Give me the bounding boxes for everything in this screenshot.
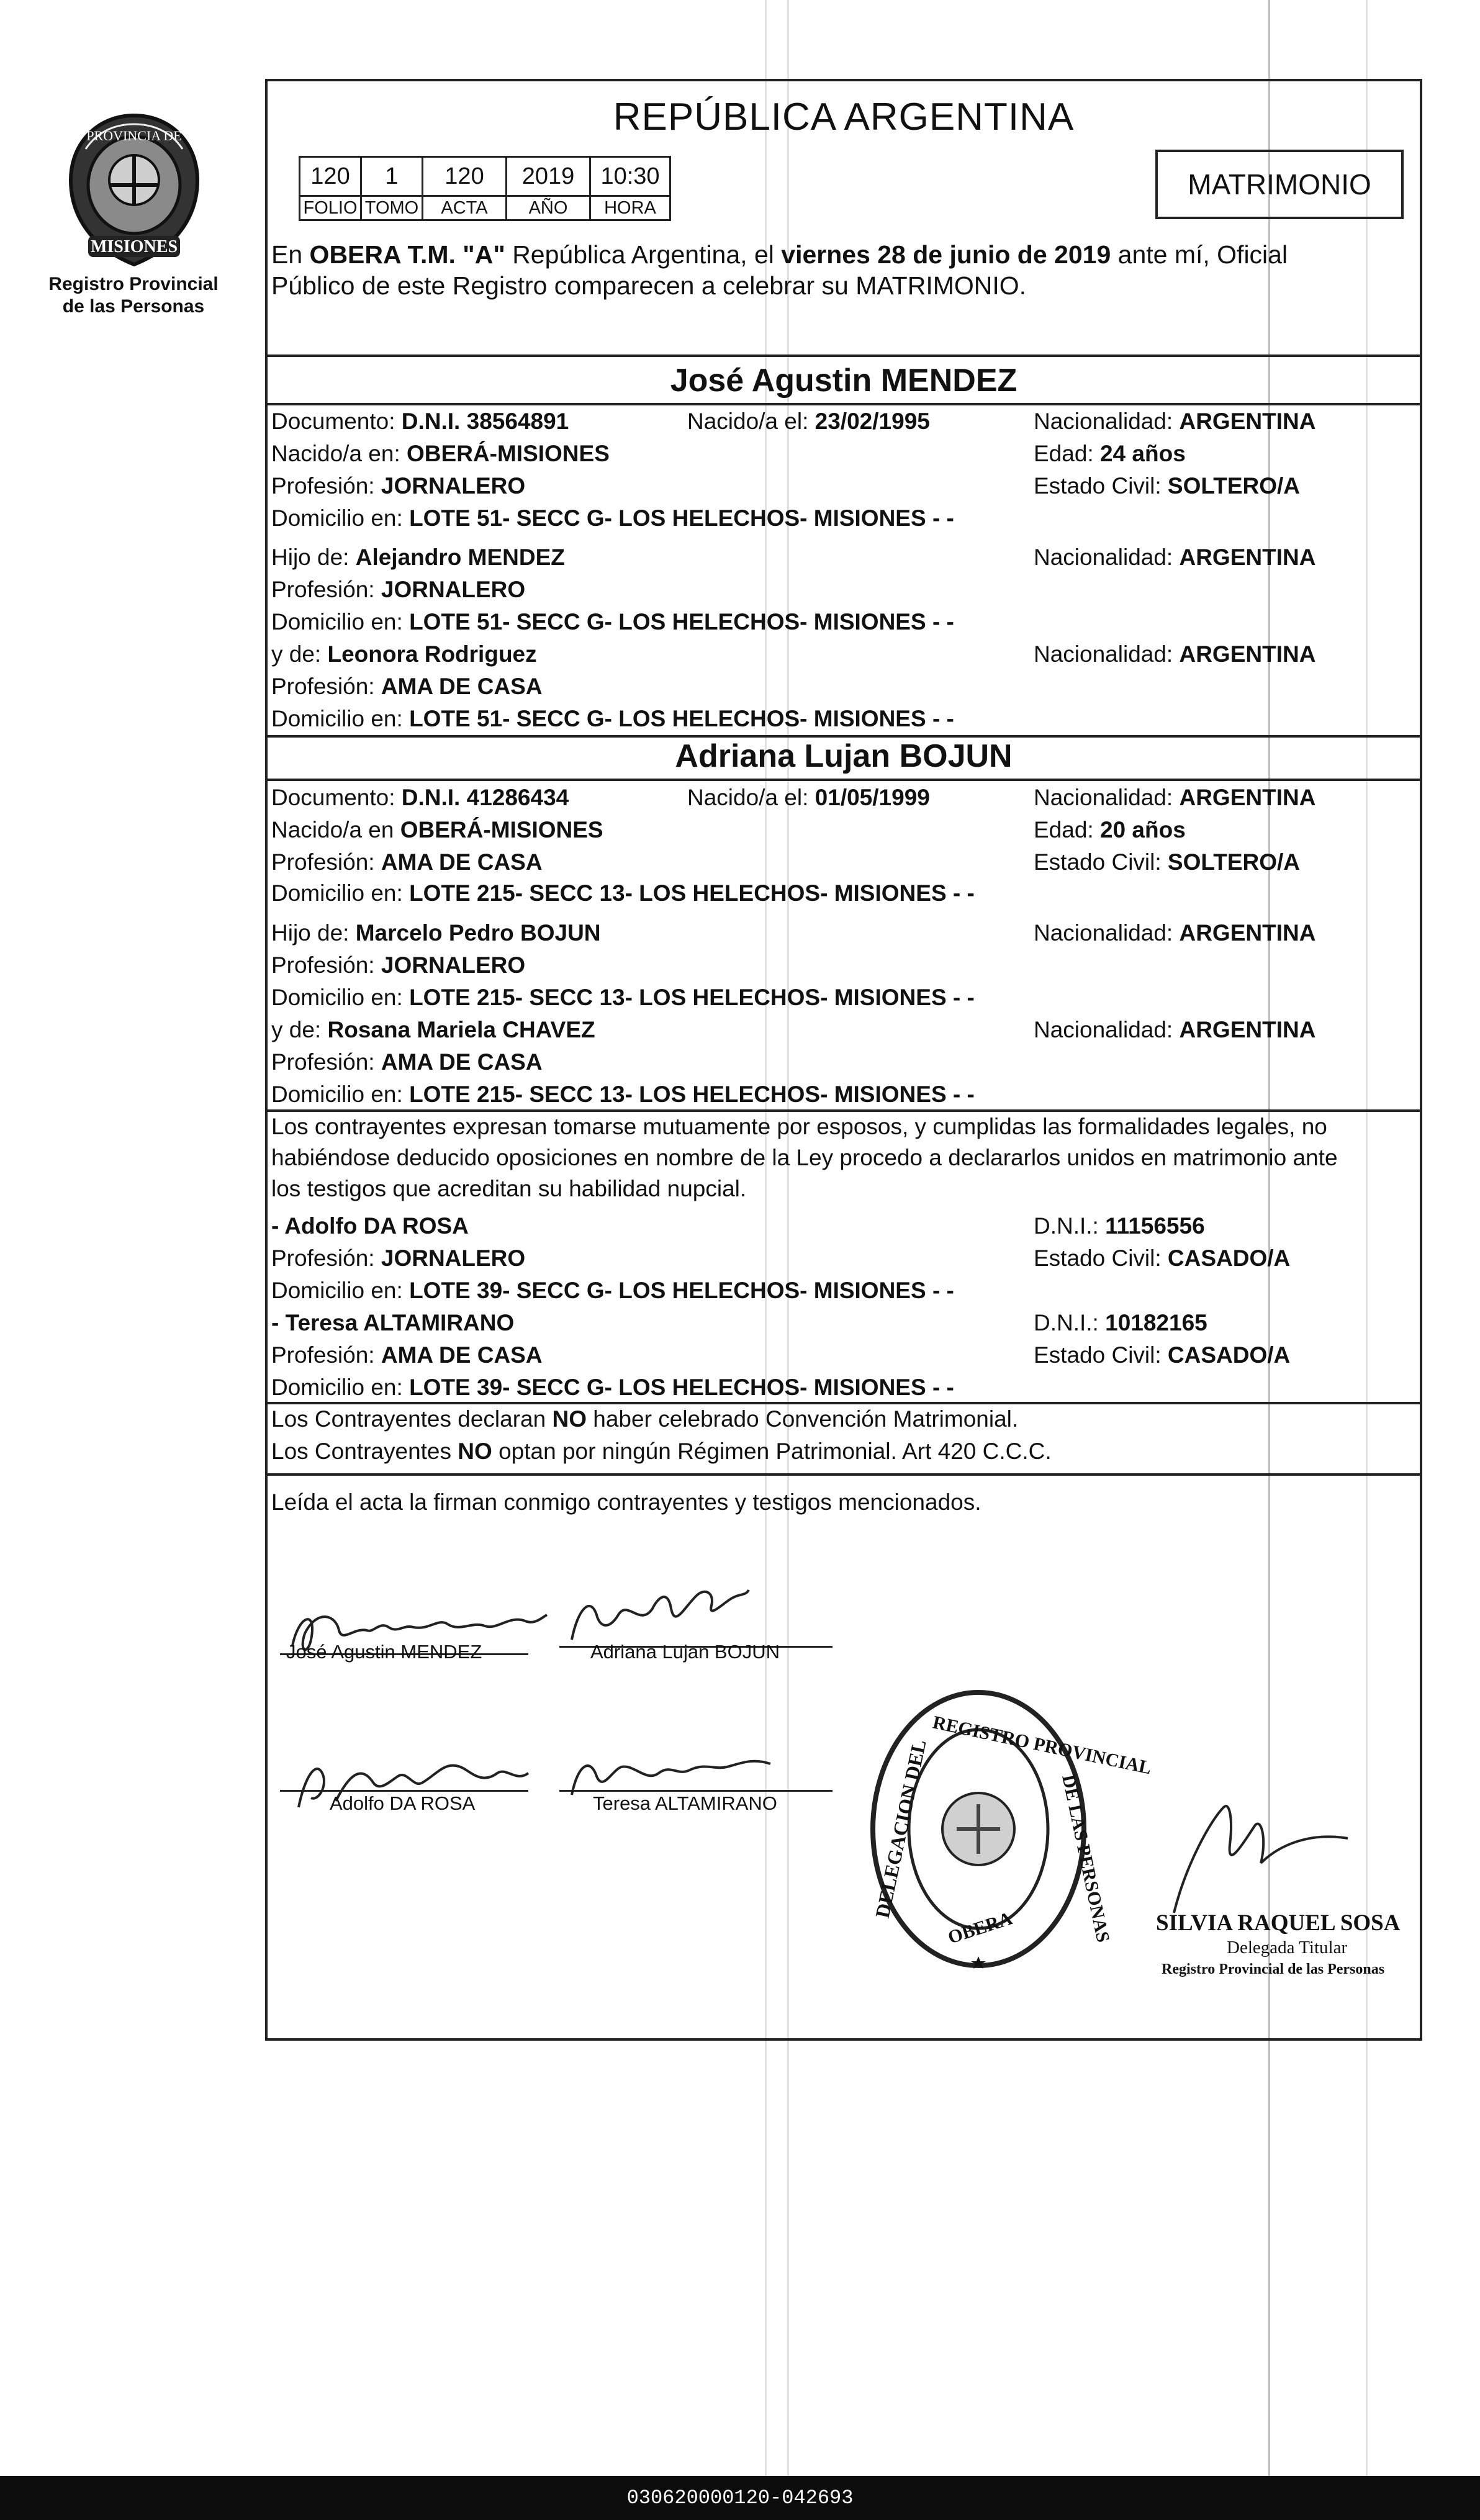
witness-2-dni (1034, 1310, 1207, 1336)
acta-label: ACTA (423, 196, 507, 220)
value: 10182165 (1105, 1310, 1207, 1335)
groom-dni: D.N.I. 38564891 (401, 409, 569, 434)
registry-logo (61, 112, 207, 271)
value: OBERÁ-MISIONES (400, 817, 603, 842)
groom-civil-status (1034, 473, 1300, 499)
svg-text:DELEGACION DEL: DELEGACION DEL (870, 1737, 931, 1920)
bride-signature-name: Adriana Lujan BOJUN (590, 1641, 780, 1663)
value: LOTE 215- SECC 13- LOS HELECHOS- MISIONES - - (409, 1082, 975, 1107)
groom-father-profession (271, 577, 525, 603)
value: LOTE 215- SECC 13- LOS HELECHOS- MISIONES - - (409, 880, 975, 906)
anio-label: AÑO (507, 196, 590, 220)
svg-text:DE LAS PERSONAS: DE LAS PERSONAS (1058, 1773, 1114, 1944)
official-stamp (864, 1683, 1153, 1975)
label: D.N.I.: (1034, 1310, 1106, 1335)
label: Nacionalidad: (1034, 785, 1180, 810)
svg-text:MISIONES: MISIONES (90, 237, 178, 256)
official-signature (1137, 1770, 1397, 1925)
official-office: Registro Provincial de las Personas (1162, 1961, 1385, 1977)
divider (268, 1473, 1420, 1476)
intro-text: ante mí, Oficial (1111, 240, 1288, 269)
label: y de: (271, 641, 328, 667)
bride-dni: D.N.I. 41286434 (401, 785, 569, 810)
label: Profesión: (271, 849, 381, 875)
label: Profesión: (271, 1342, 381, 1368)
hora-label: HORA (590, 196, 670, 220)
tomo-value: 1 (361, 157, 423, 196)
groom-mother (271, 641, 537, 667)
label: Edad: (1034, 817, 1100, 842)
divider (268, 779, 1420, 781)
official-title: Delegada Titular (1227, 1938, 1348, 1958)
bride-profession (271, 849, 543, 875)
text: Los Contrayentes declaran (271, 1406, 553, 1432)
intro-place: OBERA T.M. "A" (309, 240, 505, 269)
label: Domicilio en: (271, 1375, 410, 1400)
label: Nacido/a el: (687, 785, 815, 810)
bride-mother (271, 1017, 595, 1043)
divider (268, 403, 1420, 405)
groom-age (1034, 441, 1186, 467)
value: CASADO/A (1167, 1245, 1291, 1271)
label: Profesión: (271, 1049, 381, 1075)
bride-mother-nationality (1034, 1017, 1315, 1043)
value: ARGENTINA (1179, 920, 1316, 946)
groom-name-heading: José Agustin MENDEZ (670, 363, 1018, 399)
divider (268, 355, 1420, 357)
label: Hijo de: (271, 544, 356, 570)
bride-age (1034, 817, 1186, 843)
label: Domicilio en: (271, 880, 410, 906)
value: LOTE 51- SECC G- LOS HELECHOS- MISIONES - - (409, 609, 954, 635)
groom-profession (271, 473, 525, 499)
value: AMA DE CASA (381, 674, 543, 699)
bride-birth-date (687, 785, 930, 811)
value: JORNALERO (381, 473, 526, 499)
declaration-line-1: Los contrayentes expresan tomarse mutuamente por esposos, y cumplidas las formalidades legales, no (271, 1114, 1327, 1139)
value: OBERÁ-MISIONES (407, 441, 610, 466)
groom-father-address (271, 609, 954, 635)
bride-mother-address (271, 1082, 975, 1108)
closing-text: Leída el acta la firman conmigo contrayentes y testigos mencionados. (271, 1489, 981, 1515)
divider (268, 1109, 1420, 1112)
acta-value: 120 (423, 157, 507, 196)
witness-1-profession (271, 1245, 525, 1271)
groom-birth-date (687, 409, 930, 435)
bride-father (271, 920, 601, 946)
label: D.N.I.: (1034, 1213, 1106, 1239)
groom-mother-address (271, 706, 954, 732)
groom-mother-nationality (1034, 641, 1315, 667)
intro-text: República Argentina, el (505, 240, 782, 269)
label: Hijo de: (271, 920, 356, 946)
value: LOTE 51- SECC G- LOS HELECHOS- MISIONES - - (409, 505, 954, 531)
witness-2-profession (271, 1342, 543, 1368)
value: AMA DE CASA (381, 1049, 543, 1075)
intro-date: viernes 28 de junio de 2019 (781, 240, 1111, 269)
label: Profesión: (271, 1245, 381, 1271)
bride-name-heading: Adriana Lujan BOJUN (675, 738, 1013, 774)
value: 11156556 (1105, 1213, 1205, 1239)
signature-line (559, 1790, 833, 1792)
document-code: 030620000120-042693 (626, 2486, 854, 2509)
label: Documento: (271, 409, 402, 434)
intro-line-1 (271, 240, 1288, 269)
registry-data-table (299, 156, 671, 221)
value: Rosana Mariela CHAVEZ (327, 1017, 595, 1042)
value: JORNALERO (381, 952, 526, 978)
convention-line-1 (271, 1406, 1018, 1432)
label: Nacido/a el: (687, 409, 815, 434)
official-name: SILVIA RAQUEL SOSA (1156, 1910, 1401, 1936)
bride-signature (559, 1571, 758, 1652)
text: Los Contrayentes (271, 1438, 458, 1464)
groom-mother-profession (271, 674, 543, 700)
value: ARGENTINA (1179, 409, 1316, 434)
groom-father (271, 544, 565, 571)
label: Domicilio en: (271, 1082, 410, 1107)
document-code-strip (0, 2476, 1480, 2520)
folio-label: FOLIO (300, 196, 361, 220)
caption-line-1: Registro Provincial (48, 274, 219, 294)
label: Estado Civil: (1034, 473, 1168, 499)
value: 23/02/1995 (814, 409, 930, 434)
label: Estado Civil: (1034, 1342, 1168, 1368)
witness-1-signature-name: Adolfo DA ROSA (330, 1792, 476, 1814)
text: NO (552, 1406, 587, 1432)
text: haber celebrado Convención Matrimonial. (587, 1406, 1019, 1432)
value: 24 años (1099, 441, 1186, 466)
intro-line-2: Público de este Registro comparecen a celebrar su MATRIMONIO. (271, 271, 1027, 300)
text: optan por ningún Régimen Patrimonial. Art 420 C.C.C. (492, 1438, 1052, 1464)
text: NO (458, 1438, 492, 1464)
value: - Adolfo DA ROSA (271, 1213, 469, 1239)
witness-1-civil-status (1034, 1245, 1290, 1271)
folio-value: 120 (300, 157, 361, 196)
label: Domicilio en: (271, 706, 410, 731)
value: CASADO/A (1167, 1342, 1291, 1368)
svg-text:REGISTRO PROVINCIAL: REGISTRO PROVINCIAL (931, 1712, 1153, 1779)
bride-document (271, 785, 569, 811)
declaration-line-3: los testigos que acreditan su habilidad nupcial. (271, 1176, 747, 1201)
label: Profesión: (271, 577, 381, 602)
witness-1-address (271, 1278, 954, 1304)
label: Nacionalidad: (1034, 920, 1180, 946)
value: AMA DE CASA (381, 849, 543, 875)
label: Domicilio en: (271, 1278, 410, 1303)
groom-document (271, 409, 569, 435)
bride-mother-profession (271, 1049, 543, 1075)
declaration-line-2: habiéndose deducido oposiciones en nombre de la Ley procedo a declararlos unidos en matrimonio ante (271, 1145, 1338, 1170)
value: Alejandro MENDEZ (355, 544, 565, 570)
value: ARGENTINA (1179, 1017, 1316, 1042)
country-title: REPÚBLICA ARGENTINA (613, 96, 1075, 138)
value: - Teresa ALTAMIRANO (271, 1310, 515, 1335)
value: 01/05/1999 (814, 785, 930, 810)
bride-civil-status (1034, 849, 1300, 875)
bride-father-profession (271, 952, 525, 978)
value: LOTE 215- SECC 13- LOS HELECHOS- MISIONES - - (409, 985, 975, 1010)
divider (268, 1402, 1420, 1404)
label: Nacionalidad: (1034, 409, 1180, 434)
label: Domicilio en: (271, 985, 410, 1010)
value: AMA DE CASA (381, 1342, 543, 1368)
intro-text: En (271, 240, 310, 269)
label: Estado Civil: (1034, 849, 1168, 875)
label: Nacido/a en: (271, 441, 407, 466)
value: LOTE 51- SECC G- LOS HELECHOS- MISIONES - - (409, 706, 954, 731)
label: Nacionalidad: (1034, 1017, 1180, 1042)
label: Nacionalidad: (1034, 641, 1180, 667)
label: Domicilio en: (271, 505, 410, 531)
bride-birth-place (271, 817, 603, 843)
bride-address (271, 880, 975, 906)
hora-value: 10:30 (590, 157, 670, 196)
witness-2-civil-status (1034, 1342, 1290, 1368)
value: JORNALERO (381, 577, 526, 602)
value: ARGENTINA (1179, 544, 1316, 570)
signature-line (280, 1790, 528, 1792)
registry-logo-caption (25, 273, 242, 318)
groom-address (271, 505, 954, 531)
label: Nacionalidad: (1034, 544, 1180, 570)
value: Leonora Rodriguez (327, 641, 537, 667)
witness-1-dni (1034, 1213, 1205, 1239)
bride-nationality (1034, 785, 1315, 811)
value: LOTE 39- SECC G- LOS HELECHOS- MISIONES - - (409, 1278, 954, 1303)
value: 20 años (1099, 817, 1186, 842)
witness-2-address (271, 1375, 954, 1401)
label: Estado Civil: (1034, 1245, 1168, 1271)
marriage-certificate (265, 79, 1422, 2041)
label: Profesión: (271, 952, 381, 978)
label: Edad: (1034, 441, 1100, 466)
bride-father-address (271, 985, 975, 1011)
label: Profesión: (271, 674, 381, 699)
value: JORNALERO (381, 1245, 526, 1271)
convention-line-2 (271, 1438, 1052, 1465)
value: SOLTERO/A (1167, 849, 1301, 875)
value: ARGENTINA (1179, 641, 1316, 667)
label: y de: (271, 1017, 328, 1042)
svg-text:PROVINCIA DE: PROVINCIA DE (86, 128, 182, 143)
caption-line-2: de las Personas (62, 296, 205, 317)
value: LOTE 39- SECC G- LOS HELECHOS- MISIONES - - (409, 1375, 954, 1400)
groom-nationality (1034, 409, 1315, 435)
witness-1-name (271, 1213, 469, 1239)
value: ARGENTINA (1179, 785, 1316, 810)
groom-signature-name: José Agustin MENDEZ (286, 1641, 482, 1663)
label: Documento: (271, 785, 402, 810)
bride-father-nationality (1034, 920, 1315, 946)
value: Marcelo Pedro BOJUN (355, 920, 601, 946)
tomo-label: TOMO (361, 196, 423, 220)
label: Profesión: (271, 473, 381, 499)
groom-father-nationality (1034, 544, 1315, 571)
label: Nacido/a en (271, 817, 400, 842)
witness-2-name (271, 1310, 514, 1336)
svg-text:OBERA: OBERA (945, 1908, 1015, 1948)
record-type-box: MATRIMONIO (1155, 150, 1404, 219)
anio-value: 2019 (507, 157, 590, 196)
witness-2-signature-name: Teresa ALTAMIRANO (593, 1792, 777, 1814)
groom-birth-place (271, 441, 610, 467)
value: SOLTERO/A (1167, 473, 1301, 499)
label: Domicilio en: (271, 609, 410, 635)
